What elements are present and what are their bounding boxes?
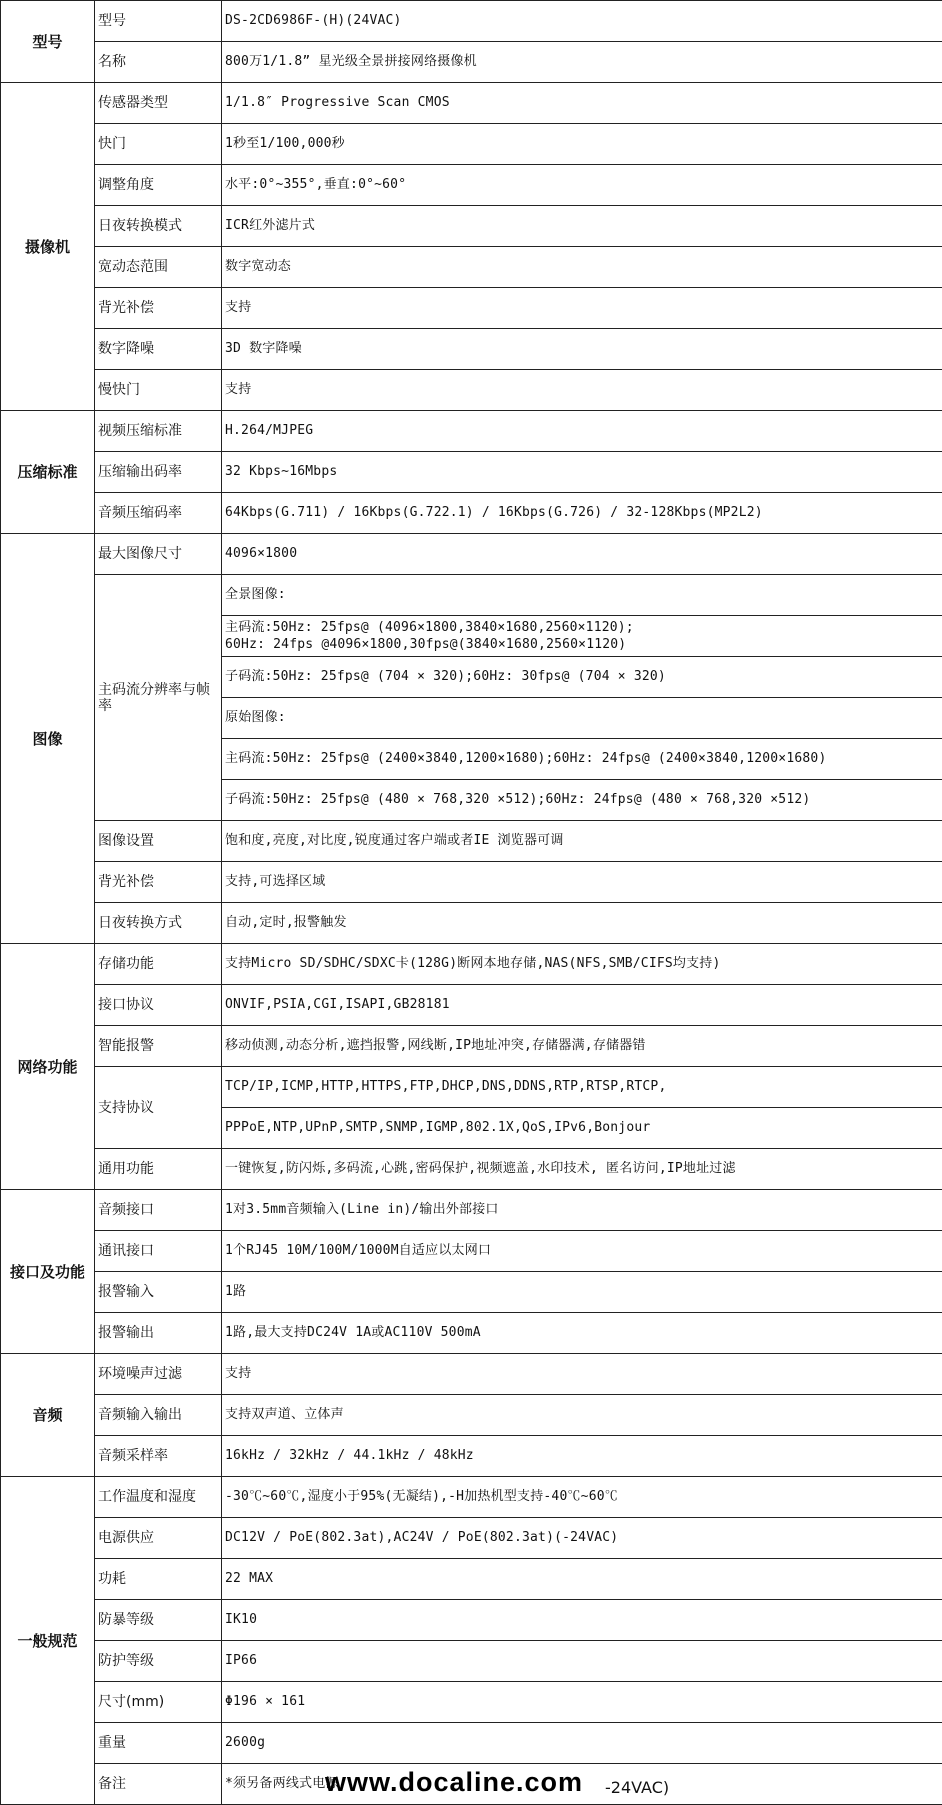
value-cell xyxy=(222,1190,942,1231)
value-text: 移动侦测,动态分析,遮挡报警,网线断,IP地址冲突,存储器满,存储器错 xyxy=(225,1038,646,1053)
spec-row xyxy=(1,1,942,42)
spec-table-body xyxy=(1,1,942,1805)
category-cell: 音频 xyxy=(1,1354,95,1477)
spec-row xyxy=(1,1272,942,1313)
spec-row xyxy=(1,985,942,1026)
value-cell xyxy=(222,1108,942,1149)
parameter-cell: 通用功能 xyxy=(95,1149,222,1190)
spec-row xyxy=(1,206,942,247)
value-cell xyxy=(222,1313,942,1354)
value-cell xyxy=(222,1149,942,1190)
spec-row xyxy=(1,493,942,534)
parameter-cell: 宽动态范围 xyxy=(95,247,222,288)
parameter-cell: 存储功能 xyxy=(95,944,222,985)
value-cell xyxy=(222,124,942,165)
parameter-cell: 功耗 xyxy=(95,1559,222,1600)
value-text: 16kHz / 32kHz / 44.1kHz / 48kHz xyxy=(225,1448,474,1463)
parameter-cell: 名称 xyxy=(95,42,222,83)
spec-row xyxy=(1,821,942,862)
spec-row xyxy=(1,1231,942,1272)
value-cell xyxy=(222,780,942,821)
spec-row xyxy=(1,124,942,165)
value-cell xyxy=(222,1723,942,1764)
category-cell: 型号 xyxy=(1,1,95,83)
spec-row xyxy=(1,903,942,944)
parameter-cell: 音频压缩码率 xyxy=(95,493,222,534)
value-cell xyxy=(222,493,942,534)
value-cell xyxy=(222,575,942,616)
spec-row xyxy=(1,329,942,370)
spec-row xyxy=(1,370,942,411)
parameter-cell: 数字降噪 xyxy=(95,329,222,370)
value-text: 支持 xyxy=(225,300,252,315)
parameter-cell: 尺寸(mm) xyxy=(95,1682,222,1723)
spec-row xyxy=(1,83,942,124)
value-cell xyxy=(222,1764,942,1805)
value-cell xyxy=(222,288,942,329)
value-text: 主码流:50Hz: 25fps@ (2400×3840,1200×1680);60Hz: 24fps@ (2400×3840,1200×1680) xyxy=(225,751,827,766)
parameter-cell: 视频压缩标准 xyxy=(95,411,222,452)
spec-row xyxy=(1,1764,942,1805)
value-text: 1/1.8″ Progressive Scan CMOS xyxy=(225,95,450,110)
value-text: 饱和度,亮度,对比度,锐度通过客户端或者IE 浏览器可调 xyxy=(225,833,564,848)
spec-row xyxy=(1,42,942,83)
parameter-cell: 快门 xyxy=(95,124,222,165)
value-cell xyxy=(222,247,942,288)
value-cell xyxy=(222,329,942,370)
value-text: ICR红外滤片式 xyxy=(225,218,316,233)
remark-tail-text: -24VAC) xyxy=(605,1778,670,1797)
value-cell xyxy=(222,370,942,411)
value-cell xyxy=(222,1518,942,1559)
value-cell xyxy=(222,83,942,124)
spec-row xyxy=(1,247,942,288)
spec-row xyxy=(1,1436,942,1477)
parameter-cell: 防暴等级 xyxy=(95,1600,222,1641)
value-cell xyxy=(222,534,942,575)
value-text: 60Hz: 24fps @4096×1800,30fps@(3840×1680,2560×1120) xyxy=(225,637,627,652)
parameter-cell: 背光补偿 xyxy=(95,862,222,903)
value-text: 支持 xyxy=(225,1366,252,1381)
parameter-cell: 工作温度和湿度 xyxy=(95,1477,222,1518)
value-text: 全景图像: xyxy=(225,587,286,602)
value-text: 32 Kbps~16Mbps xyxy=(225,464,338,479)
parameter-cell: 音频采样率 xyxy=(95,1436,222,1477)
spec-row xyxy=(1,1723,942,1764)
value-text: 水平:0°~355°,垂直:0°~60° xyxy=(225,177,407,192)
value-text: 800万1/1.8” 星光级全景拼接网络摄像机 xyxy=(225,54,477,69)
spec-row xyxy=(1,944,942,985)
parameter-cell: 音频接口 xyxy=(95,1190,222,1231)
spec-row xyxy=(1,1559,942,1600)
parameter-cell: 通讯接口 xyxy=(95,1231,222,1272)
parameter-cell: 支持协议 xyxy=(95,1067,222,1149)
value-text: 22 MAX xyxy=(225,1571,274,1586)
spec-row xyxy=(1,1354,942,1395)
parameter-cell: 音频输入输出 xyxy=(95,1395,222,1436)
spec-row xyxy=(1,1600,942,1641)
value-cell xyxy=(222,1067,942,1108)
parameter-cell: 环境噪声过滤 xyxy=(95,1354,222,1395)
value-text: 主码流:50Hz: 25fps@ (4096×1800,3840×1680,2560×1120); xyxy=(225,620,634,635)
value-cell xyxy=(222,1,942,42)
value-text: ONVIF,PSIA,CGI,ISAPI,GB28181 xyxy=(225,997,450,1012)
value-text: 原始图像: xyxy=(225,710,286,725)
value-text: 子码流:50Hz: 25fps@ (480 × 768,320 ×512);60Hz: 24fps@ (480 × 768,320 ×512) xyxy=(225,792,811,807)
parameter-cell: 最大图像尺寸 xyxy=(95,534,222,575)
value-cell xyxy=(222,944,942,985)
spec-row xyxy=(1,862,942,903)
value-cell xyxy=(222,616,942,657)
value-cell xyxy=(222,821,942,862)
value-cell xyxy=(222,1477,942,1518)
value-cell xyxy=(222,411,942,452)
value-text: 3D 数字降噪 xyxy=(225,341,302,356)
value-text: DC12V / PoE(802.3at),AC24V / PoE(802.3at)(-24VAC) xyxy=(225,1530,619,1545)
parameter-cell: 日夜转换方式 xyxy=(95,903,222,944)
value-cell xyxy=(222,903,942,944)
value-text: 自动,定时,报警触发 xyxy=(225,915,347,930)
spec-row xyxy=(1,575,942,616)
watermark-text: www.docaline.com xyxy=(325,1767,584,1797)
value-cell xyxy=(222,1559,942,1600)
spec-row xyxy=(1,1518,942,1559)
value-text: 1路 xyxy=(225,1284,247,1299)
parameter-cell: 型号 xyxy=(95,1,222,42)
value-text: H.264/MJPEG xyxy=(225,423,314,438)
value-cell xyxy=(222,1641,942,1682)
value-cell xyxy=(222,739,942,780)
value-cell xyxy=(222,985,942,1026)
category-cell: 摄像机 xyxy=(1,83,95,411)
value-text: 1路,最大支持DC24V 1A或AC110V 500mA xyxy=(225,1325,481,1340)
category-cell: 图像 xyxy=(1,534,95,944)
spec-row xyxy=(1,1395,942,1436)
category-cell: 一般规范 xyxy=(1,1477,95,1805)
value-text: *须另备两线式电源 xyxy=(225,1776,339,1791)
spec-row xyxy=(1,1067,942,1108)
spec-row xyxy=(1,1149,942,1190)
value-text: IP66 xyxy=(225,1653,258,1668)
parameter-cell: 主码流分辨率与帧率 xyxy=(95,575,222,821)
category-cell: 压缩标准 xyxy=(1,411,95,534)
value-text: TCP/IP,ICMP,HTTP,HTTPS,FTP,DHCP,DNS,DDNS,RTP,RTSP,RTCP, xyxy=(225,1079,667,1094)
value-text: 支持 xyxy=(225,382,252,397)
parameter-cell: 图像设置 xyxy=(95,821,222,862)
spec-row xyxy=(1,452,942,493)
parameter-cell: 电源供应 xyxy=(95,1518,222,1559)
value-text: 支持,可选择区域 xyxy=(225,874,326,889)
value-text: 数字宽动态 xyxy=(225,259,292,274)
value-cell xyxy=(222,862,942,903)
spec-row xyxy=(1,534,942,575)
parameter-cell: 接口协议 xyxy=(95,985,222,1026)
spec-row xyxy=(1,411,942,452)
value-cell xyxy=(222,1682,942,1723)
parameter-cell: 传感器类型 xyxy=(95,83,222,124)
parameter-cell: 智能报警 xyxy=(95,1026,222,1067)
value-text: DS-2CD6986F-(H)(24VAC) xyxy=(225,13,402,28)
spec-row xyxy=(1,1190,942,1231)
parameter-cell: 日夜转换模式 xyxy=(95,206,222,247)
value-cell xyxy=(222,1436,942,1477)
value-text: 支持双声道、立体声 xyxy=(225,1407,344,1422)
value-text: 1秒至1/100,000秒 xyxy=(225,136,345,151)
value-cell xyxy=(222,42,942,83)
value-cell xyxy=(222,1395,942,1436)
parameter-cell: 报警输入 xyxy=(95,1272,222,1313)
value-text: 子码流:50Hz: 25fps@ (704 × 320);60Hz: 30fps@ (704 × 320) xyxy=(225,669,666,684)
value-text: Φ196 × 161 xyxy=(225,1694,306,1709)
spec-row xyxy=(1,1026,942,1067)
value-text: IK10 xyxy=(225,1612,258,1627)
value-text: 1对3.5mm音频输入(Line in)/输出外部接口 xyxy=(225,1202,499,1217)
value-text: -30℃~60℃,湿度小于95%(无凝结),-H加热机型支持-40℃~60℃ xyxy=(225,1489,618,1504)
parameter-cell: 压缩输出码率 xyxy=(95,452,222,493)
value-cell xyxy=(222,1354,942,1395)
parameter-cell: 防护等级 xyxy=(95,1641,222,1682)
value-text: 64Kbps(G.711) / 16Kbps(G.722.1) / 16Kbps(G.726) / 32-128Kbps(MP2L2) xyxy=(225,505,763,520)
spec-row xyxy=(1,1641,942,1682)
parameter-cell: 背光补偿 xyxy=(95,288,222,329)
category-cell: 接口及功能 xyxy=(1,1190,95,1354)
parameter-cell: 备注 xyxy=(95,1764,222,1805)
value-cell xyxy=(222,1600,942,1641)
value-cell xyxy=(222,698,942,739)
value-cell xyxy=(222,1272,942,1313)
value-text: 支持Micro SD/SDHC/SDXC卡(128G)断网本地存储,NAS(NFS,SMB/CIFS均支持) xyxy=(225,956,721,971)
parameter-cell: 重量 xyxy=(95,1723,222,1764)
spec-row xyxy=(1,288,942,329)
value-cell xyxy=(222,1026,942,1067)
value-cell xyxy=(222,165,942,206)
parameter-cell: 报警输出 xyxy=(95,1313,222,1354)
value-cell xyxy=(222,657,942,698)
spec-row xyxy=(1,165,942,206)
parameter-cell: 慢快门 xyxy=(95,370,222,411)
spec-row xyxy=(1,1313,942,1354)
spec-row xyxy=(1,1477,942,1518)
value-text: PPPoE,NTP,UPnP,SMTP,SNMP,IGMP,802.1X,QoS,IPv6,Bonjour xyxy=(225,1120,651,1135)
category-cell: 网络功能 xyxy=(1,944,95,1190)
value-cell xyxy=(222,206,942,247)
value-text: 2600g xyxy=(225,1735,266,1750)
value-cell xyxy=(222,452,942,493)
value-text: 一键恢复,防闪烁,多码流,心跳,密码保护,视频遮盖,水印技术, 匿名访问,IP地址过滤 xyxy=(225,1161,736,1176)
value-cell xyxy=(222,1231,942,1272)
value-text: 1个RJ45 10M/100M/1000M自适应以太网口 xyxy=(225,1243,492,1258)
value-text: 4096×1800 xyxy=(225,546,298,561)
parameter-cell: 调整角度 xyxy=(95,165,222,206)
spec-row xyxy=(1,1682,942,1723)
